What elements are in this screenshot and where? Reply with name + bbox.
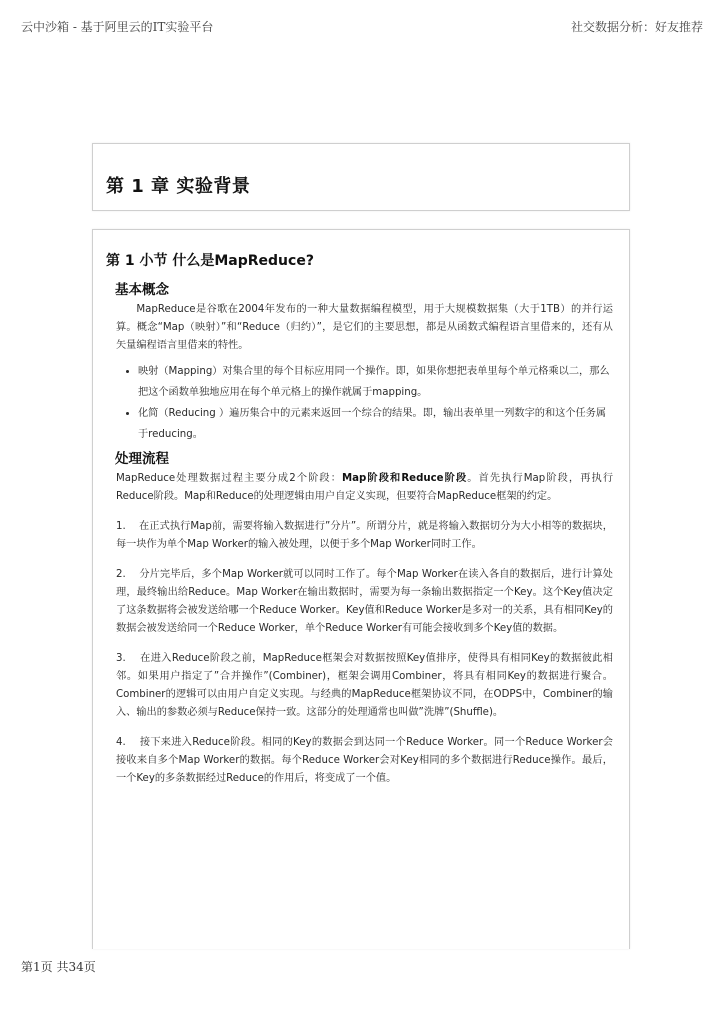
concept-intro: MapReduce是谷歌在2004年发布的一种大量数据编程模型，用于大规模数据集（大于1TB）的并行运算。概念“Map（映射）”和“Reduce（归约）”，是它们的主要思想，都是从函数式编程语言里借来的，还有从矢量编程语言里借来的特性。 <box>116 304 613 351</box>
section-box <box>92 229 630 949</box>
chapter-box <box>92 143 630 211</box>
chapter-title: 第 1 章 实验背景 <box>106 176 251 197</box>
list-item: • 映射（Mapping）对集合里的每个目标应用同一个操作。即，如果你想把表单里每个单元格乘以二，那么把这个函数单独地应用在每个单元格上的操作就属于mapping。 <box>138 361 613 403</box>
list-item: • 化简（Reducing ）遍历集合中的元素来返回一个综合的结果。即，输出表单里一列数字的和这个任务属于reducing。 <box>138 403 613 445</box>
process-heading: 处理流程 <box>115 451 169 467</box>
concept-bullet-list <box>116 361 613 445</box>
header-site-title: 云中沙箱 - 基于阿里云的IT实验平台 <box>21 20 214 34</box>
header-course-title: 社交数据分析：好友推荐 <box>570 20 703 34</box>
page-number: 第1页 共34页 <box>21 960 96 974</box>
process-step: 1. 在正式执行Map前，需要将输入数据进行”分片”。所谓分片，就是将输入数据切分为大小相等的数据块，每一块作为单个Map Worker的输入被处理，以便于多个Map Worker同时工作。 <box>116 521 613 550</box>
map-phase-label: Map阶段 <box>342 473 391 484</box>
process-step: 2. 分片完毕后，多个Map Worker就可以同时工作了。每个Map Worker在读入各自的数据后，进行计算处理，最终输出给Reduce。Map Worker在输出数据时，需要为每一条输出数据指定一个Key。这个Key值决定了这条数据将会被发送给哪一个Reduce Worker。Key值和Reduce Worker是多对一的关系，具有相同Key的数据会被发送给同一个Reduce Worker，单个Reduce Worker有可能会接收到多个Key值的数据。 <box>116 569 613 634</box>
section-title: 第 1 小节 什么是MapReduce? <box>106 253 314 269</box>
reduce-phase-label: Reduce阶段 <box>401 473 468 484</box>
process-intro: MapReduce处理数据过程主要分成2个阶段：Map阶段和Reduce阶段。首先执行Map阶段，再执行Reduce阶段。Map和Reduce的处理逻辑由用户自定义实现，但要符合MapReduce框架的约定。 <box>116 473 614 502</box>
process-step: 4. 接下来进入Reduce阶段。相同的Key的数据会到达同一个Reduce Worker。同一个Reduce Worker会接收来自多个Map Worker的数据。每个Reduce Worker会对Key相同的多个数据进行Reduce操作。最后，一个Key的多条数据经过Reduce的作用后，将变成了一个值。 <box>116 737 613 784</box>
process-step: 3. 在进入Reduce阶段之前，MapReduce框架会对数据按照Key值排序，使得具有相同Key的数据彼此相邻。如果用户指定了”合并操作”(Combiner)，框架会调用Combiner，将具有相同Key的数据进行聚合。Combiner的逻辑可以由用户自定义实现。与经典的MapReduce框架协议不同，在ODPS中，Combiner的输入、输出的参数必须与Reduce保持一致。这部分的处理通常也叫做”洗牌”(Shuffle)。 <box>116 653 613 718</box>
concept-heading: 基本概念 <box>115 282 169 298</box>
section-content <box>116 280 613 794</box>
